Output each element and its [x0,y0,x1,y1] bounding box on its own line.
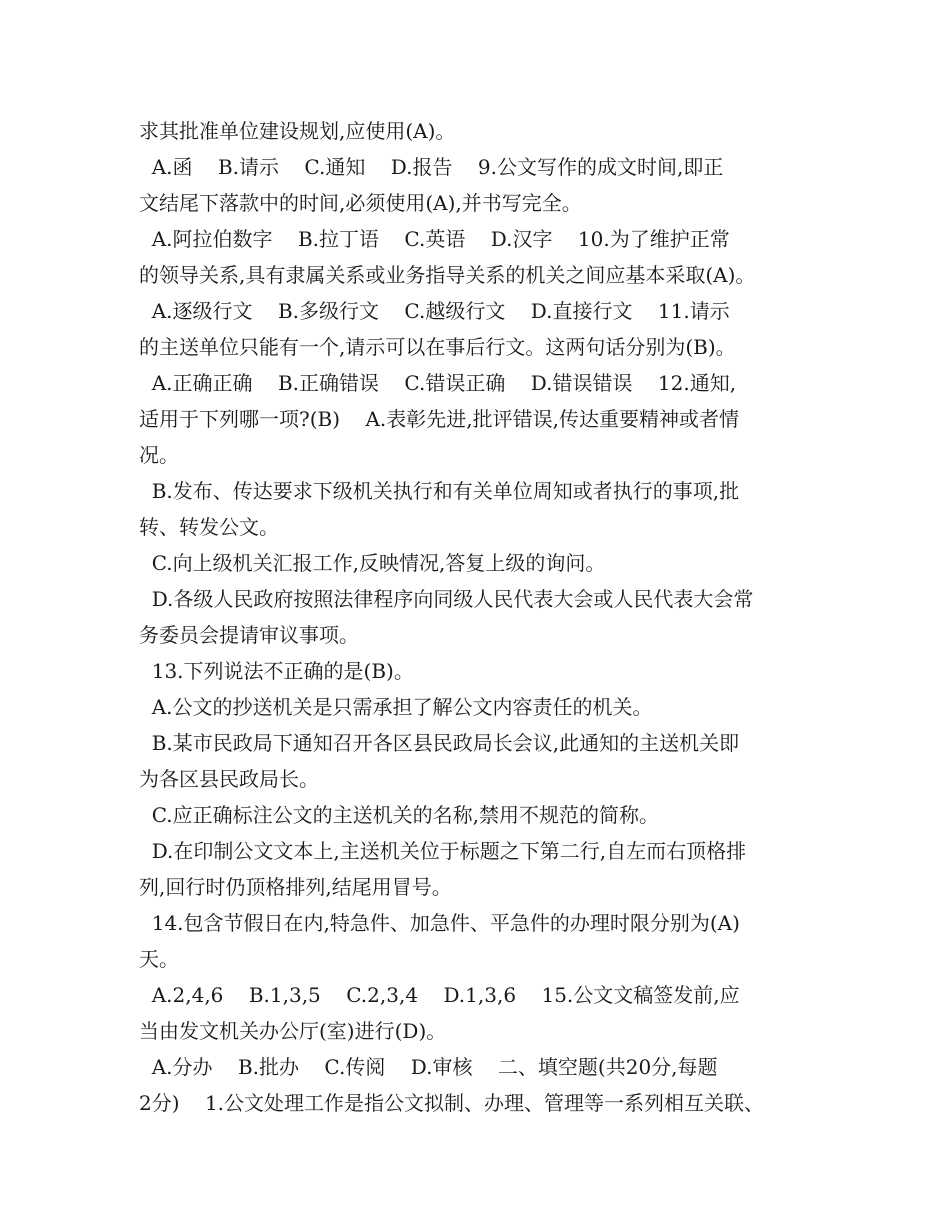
text-line: D.各级人民政府按照法律程序向同级人民代表大会或人民代表大会常 [139,587,754,611]
text-line: A.分办 B.批办 C.传阅 D.审核 二、填空题(共20分,每题 [139,1055,718,1079]
text-line: A.2,4,6 B.1,3,5 C.2,3,4 D.1,3,6 15.公文文稿签发前,应 [139,983,740,1007]
text-line: 转、转发公文。 [139,515,279,539]
text-line: 2分) 1.公文处理工作是指公文拟制、办理、管理等一系列相互关联、 [139,1091,765,1115]
text-line: A.阿拉伯数字 B.拉丁语 C.英语 D.汉字 10.为了维护正常 [139,227,730,251]
text-line: 13.下列说法不正确的是(B)。 [139,659,414,683]
text-line: 适用于下列哪一项?(B) A.表彰先进,批评错误,传达重要精神或者情 [139,407,739,431]
text-line: A.逐级行文 B.多级行文 C.越级行文 D.直接行文 11.请示 [139,299,730,323]
text-line: B.发布、传达要求下级机关执行和有关单位周知或者执行的事项,批 [139,479,740,503]
text-line: D.在印制公文文本上,主送机关位于标题之下第二行,自左而右顶格排 [139,839,747,863]
text-line: 天。 [139,947,179,971]
text-line: 文结尾下落款中的时间,必须使用(A),并书写完全。 [139,191,582,215]
text-line: 当由发文机关办公厅(室)进行(D)。 [139,1019,447,1043]
text-line: A.正确正确 B.正确错误 C.错误正确 D.错误错误 12.通知, [139,371,737,395]
text-line: 列,回行时仍顶格排列,结尾用冒号。 [139,875,452,899]
text-line: C.应正确标注公文的主送机关的名称,禁用不规范的简称。 [139,803,660,827]
text-line: 的领导关系,具有隶属关系或业务指导关系的机关之间应基本采取(A)。 [139,263,756,287]
text-line: 为各区县民政局长。 [139,767,319,791]
document-body [139,113,819,1121]
text-line: 的主送单位只能有一个,请示可以在事后行文。这两句话分别为(B)。 [139,335,736,359]
text-line: 求其批准单位建设规划,应使用(A)。 [139,119,456,143]
text-line: 务委员会提请审议事项。 [139,623,359,647]
text-line: B.某市民政局下通知召开各区县民政局长会议,此通知的主送机关即 [139,731,740,755]
text-line: C.向上级机关汇报工作,反映情况,答复上级的询问。 [139,551,606,575]
text-line: A.公文的抄送机关是只需承担了解公文内容责任的机关。 [139,695,653,719]
text-line: A.函 B.请示 C.通知 D.报告 9.公文写作的成文时间,即正 [139,155,724,179]
text-line: 14.包含节假日在内,特急件、加急件、平急件的办理时限分别为(A) [139,911,740,935]
text-line: 况。 [139,443,179,467]
